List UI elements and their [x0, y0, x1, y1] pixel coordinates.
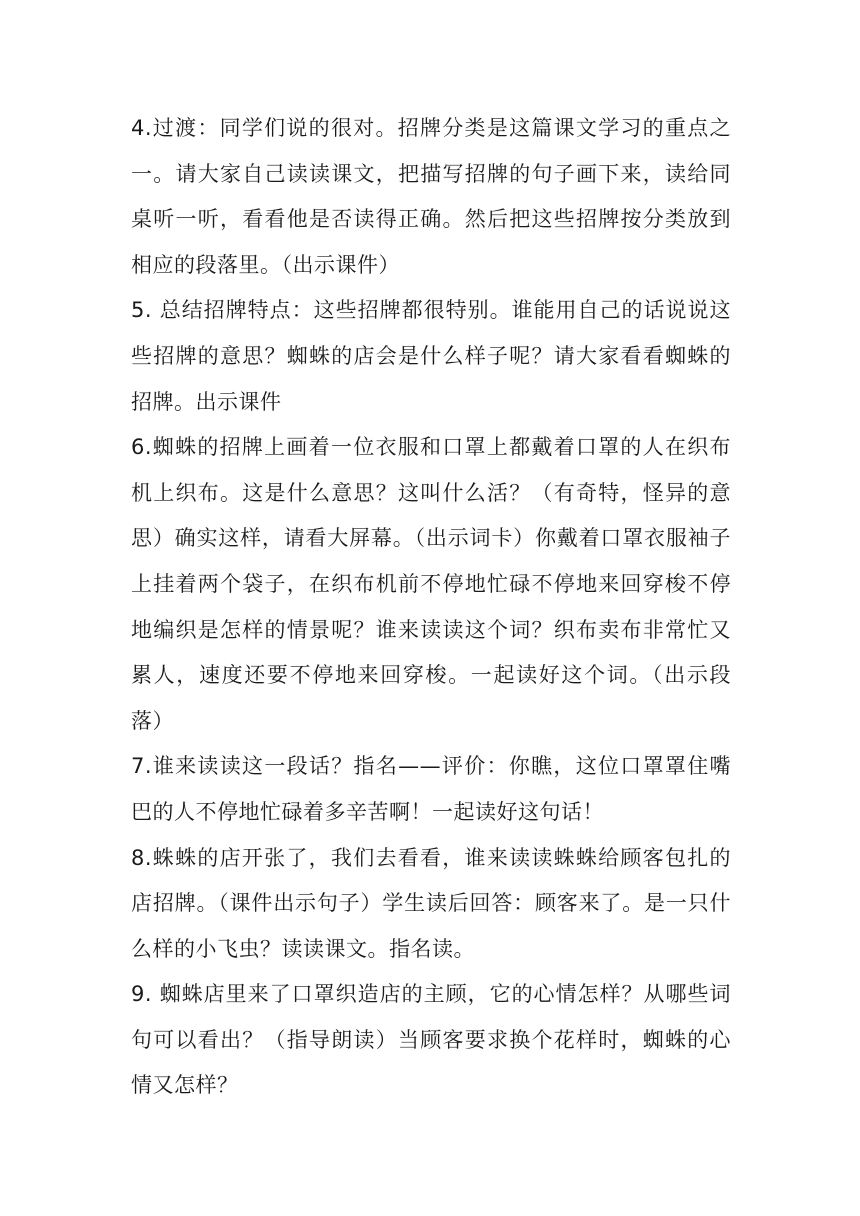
paragraph-5: 5. 总结招牌特点：这些招牌都很特别。谁能用自己的话说说这些招牌的意思？蜘蛛的店会是什么样子呢？请大家看看蜘蛛的招牌。出示课件: [131, 298, 731, 414]
paragraph-6: 6.蜘蛛的招牌上画着一位衣服和口罩上都戴着口罩的人在织布机上织布。这是什么意思？这叫什么活？（有奇特，怪异的意思）确实这样，请看大屏幕。（出示词卡）你戴着口罩衣服袖子上挂着两个袋子，在织布机前不停地忙碌不停地来回穿梭不停地编织是怎样的情景呢？谁来读读这个词？织布卖布非常忙又累人，速度还要不停地来回穿梭。一起读好这个词。（出示段落）: [131, 435, 731, 733]
document-body: [131, 106, 731, 1109]
paragraph-7: 7.谁来读读这一段话？指名——评价：你瞧，这位口罩罩住嘴巴的人不停地忙碌着多辛苦啊！一起读好这句话！: [131, 754, 731, 824]
paragraph-4: 4.过渡：同学们说的很对。招牌分类是这篇课文学习的重点之一。请大家自己读读课文，把描写招牌的句子画下来，读给同桌听一听，看看他是否读得正确。然后把这些招牌按分类放到相应的段落里。（出示课件）: [131, 116, 731, 277]
paragraph-9: 9. 蜘蛛店里来了口罩织造店的主顾，它的心情怎样？从哪些词句可以看出？（指导朗读）当顾客要求换个花样时，蜘蛛的心情又怎样？: [131, 982, 731, 1098]
paragraph-8: 8.蛛蛛的店开张了，我们去看看，谁来读读蛛蛛给顾客包扎的店招牌。（课件出示句子）学生读后回答：顾客来了。是一只什么样的小飞虫？读读课文。指名读。: [131, 845, 731, 961]
